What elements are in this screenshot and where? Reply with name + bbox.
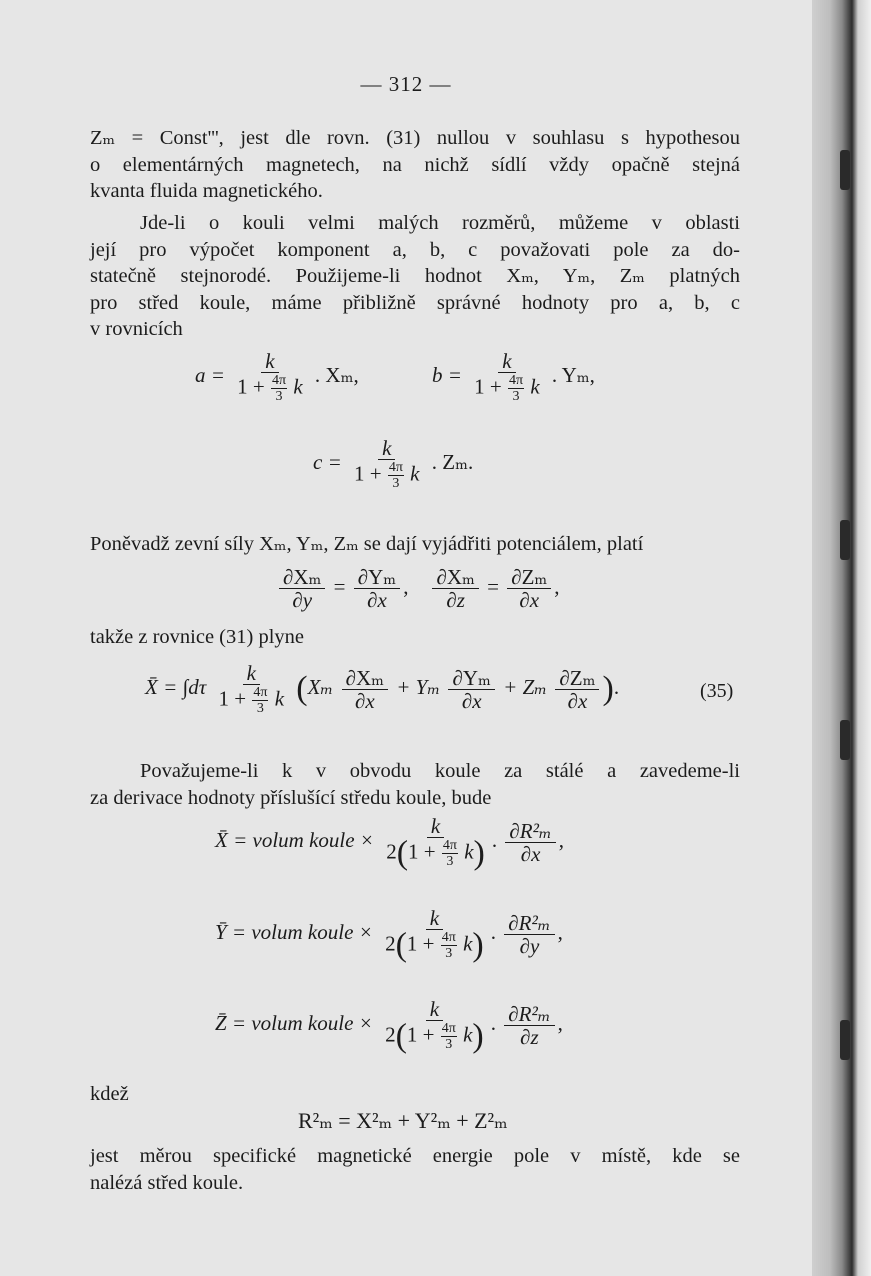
paragraph-6 xyxy=(90,1143,740,1196)
binding-mark xyxy=(840,150,850,190)
equation-r: R²ₘ = X²ₘ + Y²ₘ + Z²ₘ xyxy=(298,1108,508,1133)
text-line: jest měrou specifické magnetické energie pole v místě, kde se xyxy=(90,1145,740,1167)
equation-partials: $\frac{\text{∂Xₘ}}{\partial y}$ = $\frac{\text{∂Yₘ}}{\partial x}$ , $\frac{\text{∂Xₘ}}{\partial z}$ = $\frac{\text{∂Zₘ}}{\partial x}$ , xyxy=(276,566,560,611)
equation-x-volume: X̄ = volum koule × k 2(1 + $\frac{4\pi}{3}$ k) . $\frac{\text{∂R²ₘ}}{\partial x}$ , xyxy=(215,814,565,872)
paragraph-1 xyxy=(90,125,740,205)
text-line: nalézá střed koule. xyxy=(90,1171,244,1194)
equation-a: a = k 1 + $\frac{4\pi}{3}$ k . Xₘ, xyxy=(195,349,359,404)
equation-z-volume: Z̄ = volum koule × k 2(1 + $\frac{4\pi}{3}$ k) . $\frac{\text{∂R²ₘ}}{\partial z}$ , xyxy=(215,997,563,1055)
book-binding xyxy=(812,0,871,1276)
equation-y-volume: Ȳ = volum koule × k 2(1 + $\frac{4\pi}{3}$ k) . $\frac{\text{∂R²ₘ}}{\partial y}$ , xyxy=(215,906,563,964)
text-line: o elementárných magnetech, na nichž sídlí vždy opačně stejná xyxy=(90,153,740,176)
text-line: její pro výpočet komponent a, b, c považovati pole za do- xyxy=(90,238,740,261)
page-number: — 312 — xyxy=(360,72,452,96)
equation-number: (35) xyxy=(700,680,734,702)
text-line: Zₘ = Const''', jest dle rovn. (31) nullou v souhlasu s hypothesou xyxy=(90,127,740,149)
text-line: v rovnicích xyxy=(90,318,183,340)
equation-35: X̄ = ∫dτ k 1 + $\frac{4\pi}{3}$ k (Xₘ $\frac{\text{∂Xₘ}}{\partial x}$ + Yₘ $\frac{\text{∂Yₘ}}{\partial x}$ + Zₘ $\frac{\text{∂Zₘ}}{\partial x}$ ). xyxy=(145,661,620,716)
text-line: za derivace hodnoty příslušící středu koule, bude xyxy=(90,786,492,809)
text-line: pro střed koule, máme přibližně správné hodnoty pro a, b, c xyxy=(90,291,740,314)
paragraph-2 xyxy=(90,210,740,343)
text-line: statečně stejnorodé. Použijeme-li hodnot Xₘ, Yₘ, Zₘ platných xyxy=(90,265,740,287)
text-line: Považujeme-li k v obvodu koule za stálé a zavedeme-li xyxy=(140,760,740,782)
binding-mark xyxy=(840,720,850,760)
binding-mark xyxy=(840,520,850,560)
equation-c: c = k 1 + $\frac{4\pi}{3}$ k . Zₘ. xyxy=(313,436,474,491)
text-line: kvanta fluida magnetického. xyxy=(90,180,323,202)
paragraph-4: takže z rovnice (31) plyne xyxy=(90,626,305,648)
text-line: Jde-li o kouli velmi malých rozměrů, můžeme v oblasti xyxy=(140,212,740,234)
label-kdez: kdež xyxy=(90,1083,129,1105)
paragraph-3: Poněvadž zevní síly Xₘ, Yₘ, Zₘ se dají vyjádřiti potenciálem, platí xyxy=(90,533,644,555)
binding-mark xyxy=(840,1020,850,1060)
equation-b: b = k 1 + $\frac{4\pi}{3}$ k . Yₘ, xyxy=(432,349,595,404)
paragraph-5 xyxy=(90,758,740,811)
